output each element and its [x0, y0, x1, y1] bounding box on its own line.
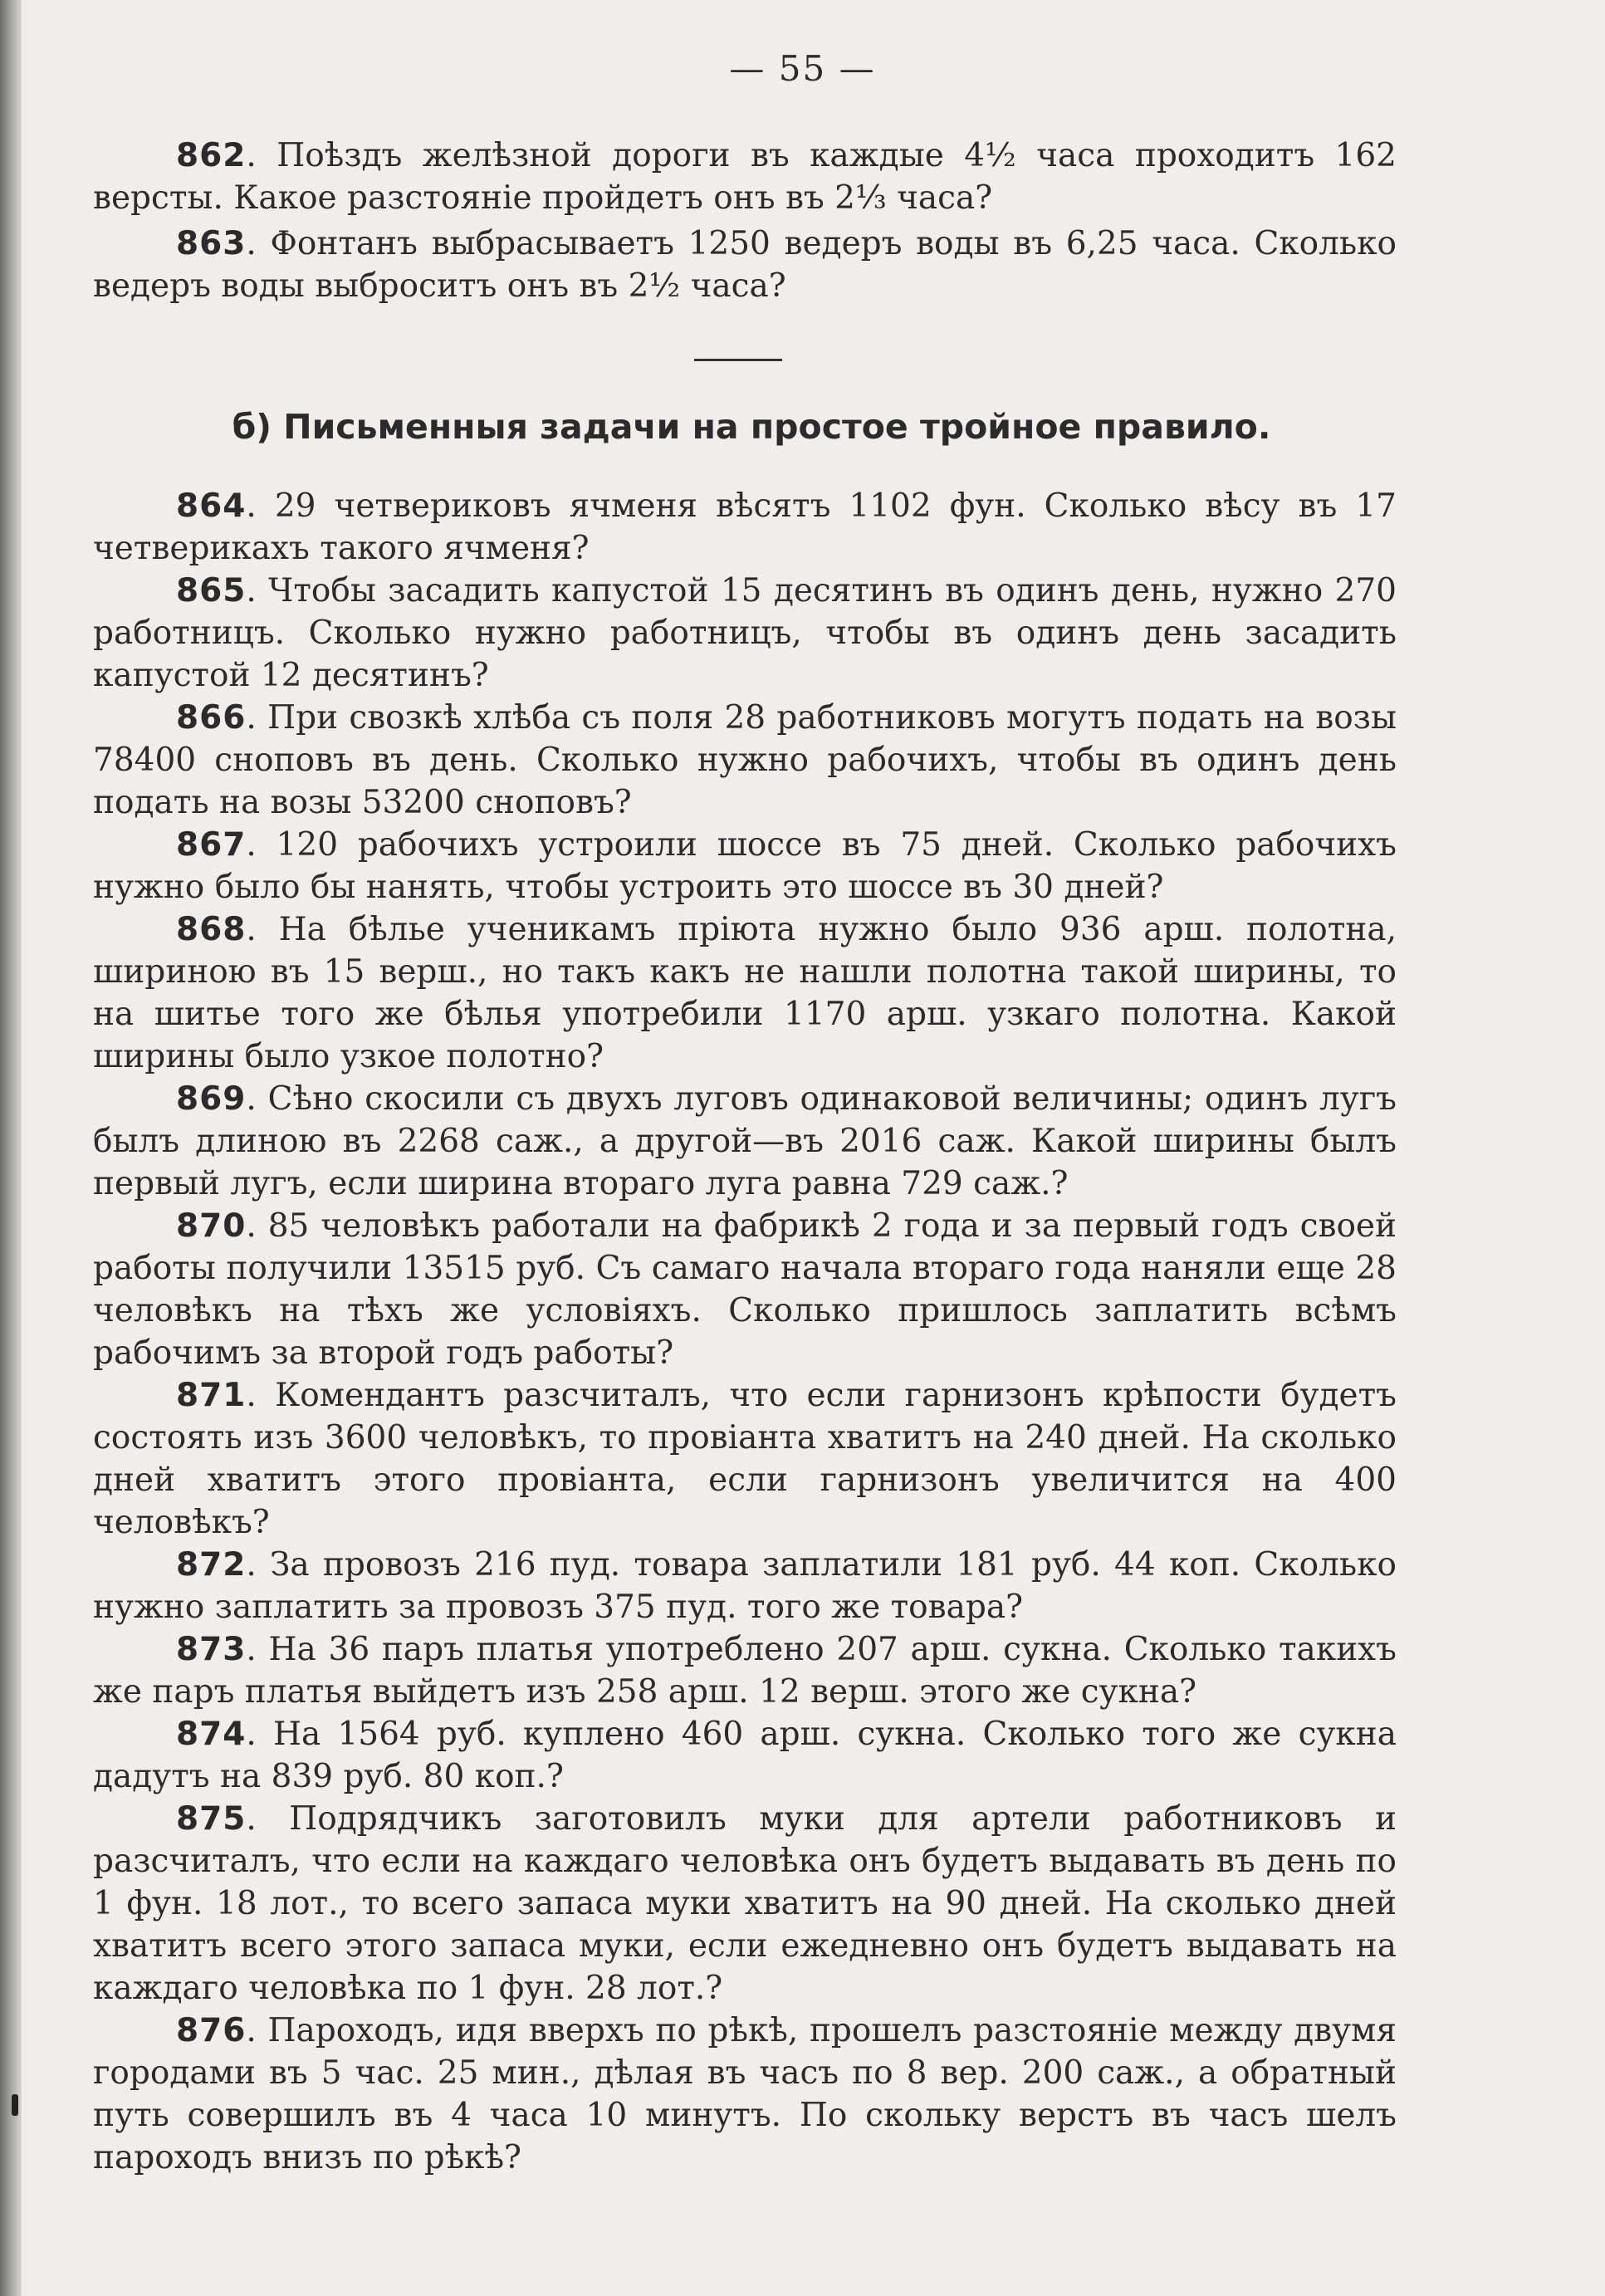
- problem-number: 862: [176, 137, 247, 174]
- problem-number: 875: [176, 1800, 247, 1838]
- problem-text: . Чтобы засадить капустой 15 десятинъ въ одинъ день, нужно 270 работницъ. Сколько нужно работницъ, чтобы въ одинъ день засадить капустой 12 десятинъ?: [93, 572, 1397, 694]
- problem-862: [93, 135, 1397, 219]
- problem-number: 869: [176, 1080, 247, 1118]
- problem-872: [93, 1544, 1397, 1628]
- problem-871: [93, 1374, 1397, 1544]
- problem-text: . За провозъ 216 пуд. товара заплатили 181 руб. 44 коп. Сколько нужно заплатить за провозъ 375 пуд. того же товара?: [93, 1546, 1397, 1626]
- problem-869: [93, 1078, 1397, 1205]
- problem-863: [93, 223, 1397, 307]
- problem-text: . На 36 паръ платья употреблено 207 арш. сукна. Сколько такихъ же паръ платья выйдетъ изъ 258 арш. 12 верш. этого же сукна?: [93, 1631, 1397, 1711]
- problem-number: 871: [176, 1377, 247, 1414]
- problem-868: [93, 908, 1397, 1078]
- page-spine-shadow: [0, 0, 22, 2296]
- problem-number: 874: [176, 1716, 247, 1753]
- problem-text: . Подрядчикъ заготовилъ муки для артели работниковъ и разсчиталъ, что если на каждаго человѣка онъ будетъ выдавать въ день по 1 фун. 18 лот., то всего запаса муки хватитъ на 90 дней. На сколько дней хватитъ всего этого запаса муки, если ежедневно онъ будетъ выдавать на каждаго человѣка по 1 фун. 28 лот.?: [93, 1800, 1397, 2007]
- problem-text: . 120 рабочихъ устроили шоссе въ 75 дней. Сколько рабочихъ нужно было бы нанять, чтобы устроить это шоссе въ 30 дней?: [93, 826, 1397, 906]
- problem-text: . 85 человѣкъ работали на фабрикѣ 2 года и за первый годъ своей работы получили 13515 руб. Съ самаго начала втораго года наняли еще 28 человѣкъ на тѣхъ же условіяхъ. Сколько пришлось заплатить всѣмъ рабочимъ за второй годъ работы?: [93, 1207, 1397, 1372]
- problem-number: 870: [176, 1207, 247, 1245]
- problem-870: [93, 1205, 1397, 1374]
- problem-number: 863: [176, 225, 247, 262]
- problem-text: . Фонтанъ выбрасываетъ 1250 ведеръ воды въ 6,25 часа. Сколько ведеръ воды выброситъ онъ въ 2½ часа?: [93, 225, 1397, 305]
- problem-866: [93, 697, 1397, 824]
- problems-list: [93, 485, 1397, 2179]
- problem-874: [93, 1713, 1397, 1798]
- page-number: — 55 —: [729, 48, 876, 89]
- problem-864: [93, 485, 1397, 570]
- problem-number: 865: [176, 572, 247, 609]
- problem-text: . Сѣно скосили съ двухъ луговъ одинаковой величины; одинъ лугъ былъ длиною въ 2268 саж., а другой—въ 2016 саж. Какой ширины былъ первый лугъ, если ширина втораго луга равна 729 саж.?: [93, 1080, 1397, 1202]
- problem-text: . Комендантъ разсчиталъ, что если гарнизонъ крѣпости будетъ состоять изъ 3600 человѣкъ, то провіанта хватитъ на 240 дней. На сколько дней хватитъ этого провіанта, если гарнизонъ увеличится на 400 человѣкъ?: [93, 1377, 1397, 1541]
- section-heading: б) Письменныя задачи на простое тройное правило.: [232, 407, 1271, 447]
- problems-top-block: [93, 135, 1397, 311]
- problem-867: [93, 824, 1397, 908]
- problem-text: . При свозкѣ хлѣба съ поля 28 работниковъ могутъ подать на возы 78400 сноповъ въ день. Сколько нужно рабочихъ, чтобы въ одинъ день подать на возы 53200 сноповъ?: [93, 699, 1397, 821]
- problem-number: 873: [176, 1631, 247, 1668]
- problem-873: [93, 1628, 1397, 1713]
- problem-number: 876: [176, 2012, 247, 2049]
- problem-text: . 29 четвериковъ ячменя вѣсятъ 1102 фун. Сколько вѣсу въ 17 четверикахъ такого ячменя?: [93, 487, 1397, 567]
- problem-number: 864: [176, 487, 247, 525]
- problem-text: . На 1564 руб. куплено 460 арш. сукна. Сколько того же сукна дадутъ на 839 руб. 80 коп.?: [93, 1716, 1397, 1795]
- section-divider: [694, 359, 782, 361]
- problem-875: [93, 1798, 1397, 2010]
- problem-number: 866: [176, 699, 247, 737]
- problem-text: . Пароходъ, идя вверхъ по рѣкѣ, прошелъ разстояніе между двумя городами въ 5 час. 25 мин., дѣлая въ часъ по 8 вер. 200 саж., а обратный путь совершилъ въ 4 часа 10 минутъ. По скольку верстъ въ часъ шелъ пароходъ внизъ по рѣкѣ?: [93, 2012, 1397, 2176]
- problem-865: [93, 570, 1397, 697]
- problem-text: . На бѣлье ученикамъ пріюта нужно было 936 арш. полотна, шириною въ 15 верш., но такъ какъ не нашли полотна такой ширины, то на шитье того же бѣлья употребили 1170 арш. узкаго полотна. Какой ширины было узкое полотно?: [93, 911, 1397, 1075]
- problem-number: 868: [176, 911, 247, 948]
- problem-number: 872: [176, 1546, 247, 1584]
- problem-number: 867: [176, 826, 247, 864]
- problem-876: [93, 2010, 1397, 2179]
- page-edge-mark: [12, 2094, 18, 2116]
- problem-text: . Поѣздъ желѣзной дороги въ каждые 4½ часа проходитъ 162 версты. Какое разстояніе пройдетъ онъ въ 2⅓ часа?: [93, 137, 1397, 217]
